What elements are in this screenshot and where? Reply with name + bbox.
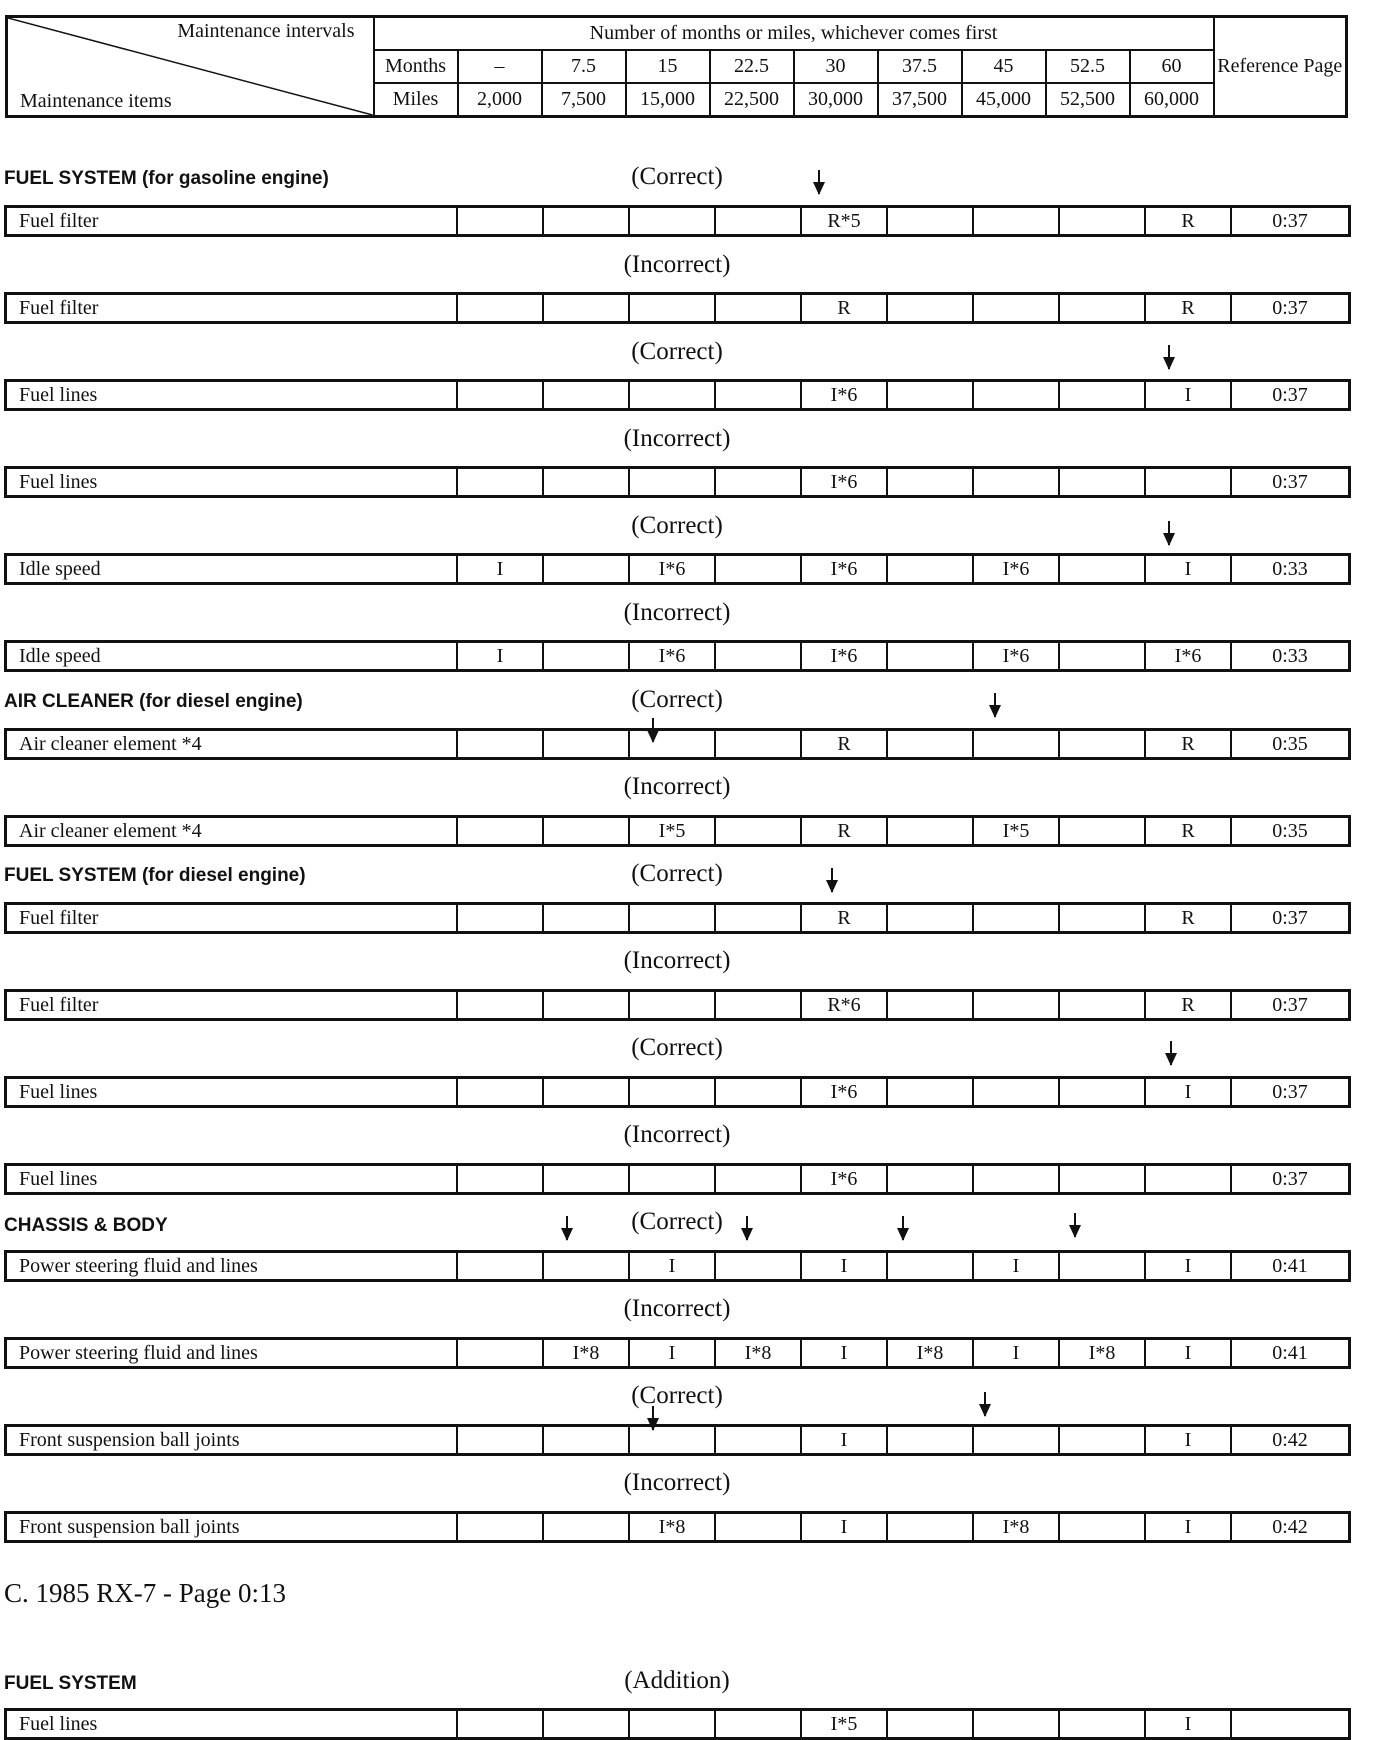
month-cell: 37.5 [878, 50, 962, 83]
interval-cell [1060, 1253, 1146, 1279]
maintenance-item: Fuel lines [7, 1711, 458, 1737]
header-diagonal-cell [7, 17, 374, 117]
interval-cell [630, 992, 716, 1018]
down-arrow-icon [1162, 345, 1176, 371]
incorrect-tag: (Incorrect) [623, 425, 731, 452]
reference-page: 0:41 [1272, 1254, 1308, 1277]
table-row [4, 379, 1351, 411]
interval-cell [888, 1711, 974, 1737]
interval-cell: I [802, 1253, 888, 1279]
table-row [4, 466, 1351, 498]
interval-cell [544, 556, 630, 582]
interval-cell [458, 1166, 544, 1192]
interval-cell [716, 295, 802, 321]
interval-cell [630, 1427, 716, 1453]
interval-header-table [5, 15, 1348, 118]
interval-cell [974, 382, 1060, 408]
interval-cell [974, 208, 1060, 234]
addition-tag: (Addition) [624, 1667, 730, 1694]
table-row [4, 1250, 1351, 1282]
interval-cell: I [1146, 1079, 1232, 1105]
interval-cell [888, 1514, 974, 1540]
interval-cell: I*6 [802, 382, 888, 408]
interval-cell: I*5 [974, 818, 1060, 844]
interval-cell [974, 1166, 1060, 1192]
interval-cell [716, 382, 802, 408]
interval-cell [888, 1079, 974, 1105]
mile-cell: 2,000 [458, 83, 542, 116]
section-fuel-gasoline: FUEL SYSTEM (for gasoline engine) [4, 168, 329, 189]
reference-page: 0:37 [1272, 470, 1308, 493]
interval-cell [716, 469, 802, 495]
table-row [4, 989, 1351, 1021]
interval-cell: R [1146, 731, 1232, 757]
incorrect-tag: (Incorrect) [623, 1295, 731, 1322]
interval-cell [458, 295, 544, 321]
reference-page: 0:37 [1272, 296, 1308, 319]
interval-cell [888, 382, 974, 408]
interval-cell: I [1146, 1427, 1232, 1453]
down-arrow-icon [988, 693, 1002, 719]
interval-cell [544, 818, 630, 844]
correct-tag: (Correct) [631, 1208, 723, 1235]
maintenance-item: Air cleaner element *4 [7, 731, 458, 757]
interval-cell [1060, 208, 1146, 234]
miles-label: Miles [374, 83, 458, 116]
interval-cell [630, 1711, 716, 1737]
interval-cell [458, 208, 544, 234]
interval-cell [716, 1514, 802, 1540]
mile-cell: 60,000 [1130, 83, 1214, 116]
interval-cell [888, 295, 974, 321]
interval-cell [888, 469, 974, 495]
interval-cell [716, 643, 802, 669]
interval-cell [458, 1253, 544, 1279]
maintenance-item: Idle speed [7, 643, 458, 669]
table-row [4, 902, 1351, 934]
interval-cell [716, 1253, 802, 1279]
interval-cell: I*6 [974, 556, 1060, 582]
down-arrow-icon [1162, 521, 1176, 547]
footer-page-title: C. 1985 RX-7 - Page 0:13 [4, 1578, 286, 1608]
interval-cell [1060, 818, 1146, 844]
reference-page: 0:37 [1272, 209, 1308, 232]
interval-cell: R [802, 818, 888, 844]
interval-cell [974, 905, 1060, 931]
month-cell: 60 [1130, 50, 1214, 83]
correct-tag: (Correct) [631, 163, 723, 190]
interval-cell [544, 1166, 630, 1192]
reference-page: 0:37 [1272, 1167, 1308, 1190]
reference-page: 0:33 [1272, 557, 1308, 580]
interval-cell [974, 1711, 1060, 1737]
interval-cell [630, 1166, 716, 1192]
interval-cell [458, 469, 544, 495]
interval-cell [888, 992, 974, 1018]
maintenance-item: Front suspension ball joints [7, 1514, 458, 1540]
interval-cell: I [802, 1427, 888, 1453]
interval-cell [458, 1427, 544, 1453]
interval-cell [1060, 382, 1146, 408]
interval-cell: R*5 [802, 208, 888, 234]
mile-cell: 15,000 [626, 83, 710, 116]
maintenance-item: Fuel lines [7, 1166, 458, 1192]
interval-cell: I [1146, 1711, 1232, 1737]
interval-cell: R [1146, 818, 1232, 844]
interval-cell [630, 295, 716, 321]
mile-cell: 30,000 [794, 83, 878, 116]
month-cell: 30 [794, 50, 878, 83]
interval-cell: R [802, 905, 888, 931]
interval-cell: I*5 [802, 1711, 888, 1737]
interval-cell [458, 1711, 544, 1737]
interval-cell [544, 295, 630, 321]
down-arrow-icon [896, 1216, 910, 1242]
interval-cell [716, 1427, 802, 1453]
reference-page: 0:41 [1272, 1341, 1308, 1364]
interval-cell: I [802, 1514, 888, 1540]
mile-cell: 22,500 [710, 83, 794, 116]
interval-cell [1060, 556, 1146, 582]
interval-cell [544, 469, 630, 495]
month-cell: 22.5 [710, 50, 794, 83]
table-row [4, 1076, 1351, 1108]
interval-cell [544, 382, 630, 408]
interval-cell: I [974, 1340, 1060, 1366]
interval-cell: R [1146, 992, 1232, 1018]
section-fuel-system: FUEL SYSTEM [4, 1673, 137, 1694]
interval-cell [974, 469, 1060, 495]
maintenance-item: Power steering fluid and lines [7, 1340, 458, 1366]
section-chassis-body: CHASSIS & BODY [4, 1215, 168, 1236]
interval-cell [1146, 469, 1232, 495]
reference-page-header: Reference Page [1214, 17, 1347, 117]
interval-cell [716, 1166, 802, 1192]
incorrect-tag: (Incorrect) [623, 1121, 731, 1148]
interval-cell [974, 1079, 1060, 1105]
interval-cell [458, 382, 544, 408]
interval-cell [1060, 295, 1146, 321]
interval-cell: I*8 [716, 1340, 802, 1366]
interval-cell [974, 1427, 1060, 1453]
interval-cell [458, 905, 544, 931]
interval-cell [544, 905, 630, 931]
interval-cell [458, 731, 544, 757]
interval-cell [888, 643, 974, 669]
interval-cell: I*6 [802, 1079, 888, 1105]
reference-page: 0:42 [1272, 1428, 1308, 1451]
incorrect-tag: (Incorrect) [623, 1469, 731, 1496]
maintenance-item: Fuel filter [7, 992, 458, 1018]
interval-cell: I*6 [802, 643, 888, 669]
down-arrow-icon [1068, 1213, 1082, 1239]
down-arrow-icon [646, 718, 660, 744]
table-row [4, 1511, 1351, 1543]
interval-cell: I*6 [1146, 643, 1232, 669]
month-cell: 15 [626, 50, 710, 83]
down-arrow-icon [1164, 1041, 1178, 1067]
interval-cell: R [802, 295, 888, 321]
down-arrow-icon [825, 868, 839, 894]
table-row [4, 205, 1351, 237]
interval-cell [716, 1711, 802, 1737]
interval-cell [458, 1514, 544, 1540]
interval-cell: R [1146, 905, 1232, 931]
interval-cell [716, 818, 802, 844]
interval-cell [888, 208, 974, 234]
reference-page [1232, 1711, 1348, 1737]
correct-tag: (Correct) [631, 860, 723, 887]
interval-cell: I*8 [974, 1514, 1060, 1540]
interval-cell [630, 731, 716, 757]
interval-cell: R [1146, 208, 1232, 234]
mile-cell: 37,500 [878, 83, 962, 116]
interval-cell [1060, 643, 1146, 669]
table-row [4, 728, 1351, 760]
interval-cell: I*6 [802, 1166, 888, 1192]
interval-cell [458, 1079, 544, 1105]
interval-cell: R [1146, 295, 1232, 321]
interval-cell: I*8 [544, 1340, 630, 1366]
interval-cell [974, 992, 1060, 1018]
interval-cell: I [458, 556, 544, 582]
down-arrow-icon [978, 1392, 992, 1418]
interval-cell [974, 731, 1060, 757]
incorrect-tag: (Incorrect) [623, 947, 731, 974]
maintenance-item: Front suspension ball joints [7, 1427, 458, 1453]
interval-cell: I*6 [802, 469, 888, 495]
reference-page: 0:37 [1272, 383, 1308, 406]
interval-cell [888, 731, 974, 757]
down-arrow-icon [560, 1216, 574, 1242]
interval-cell: I*6 [630, 643, 716, 669]
interval-cell [716, 556, 802, 582]
table-row [4, 1708, 1351, 1740]
interval-cell [716, 992, 802, 1018]
mile-cell: 45,000 [962, 83, 1046, 116]
correct-tag: (Correct) [631, 1382, 723, 1409]
interval-cell [888, 1427, 974, 1453]
reference-page: 0:42 [1272, 1515, 1308, 1538]
interval-cell: I [1146, 382, 1232, 408]
interval-cell [1060, 1514, 1146, 1540]
interval-cell [1060, 905, 1146, 931]
month-cell: 45 [962, 50, 1046, 83]
interval-cell [458, 818, 544, 844]
interval-cell [630, 905, 716, 931]
maintenance-item: Air cleaner element *4 [7, 818, 458, 844]
interval-cell [544, 208, 630, 234]
reference-page: 0:37 [1272, 993, 1308, 1016]
table-row [4, 1337, 1351, 1369]
table-row [4, 1163, 1351, 1195]
interval-cell [888, 1166, 974, 1192]
maintenance-item: Idle speed [7, 556, 458, 582]
incorrect-tag: (Incorrect) [623, 599, 731, 626]
interval-cell [544, 1514, 630, 1540]
maintenance-item: Fuel filter [7, 208, 458, 234]
reference-page: 0:35 [1272, 732, 1308, 755]
down-arrow-icon [812, 170, 826, 196]
table-row [4, 640, 1351, 672]
interval-cell [1060, 1166, 1146, 1192]
month-cell: 7.5 [542, 50, 626, 83]
interval-cell [544, 1711, 630, 1737]
interval-cell: I*6 [630, 556, 716, 582]
mile-cell: 7,500 [542, 83, 626, 116]
interval-cell [544, 1079, 630, 1105]
maintenance-items-label: Maintenance items [20, 90, 172, 112]
month-cell: 52.5 [1046, 50, 1130, 83]
interval-cell [1060, 1079, 1146, 1105]
interval-cell: I*6 [974, 643, 1060, 669]
interval-cell [888, 556, 974, 582]
maintenance-item: Fuel filter [7, 295, 458, 321]
section-fuel-diesel: FUEL SYSTEM (for diesel engine) [4, 865, 306, 886]
interval-cell [974, 295, 1060, 321]
interval-cell [1060, 1711, 1146, 1737]
interval-cell [544, 643, 630, 669]
interval-cell [716, 731, 802, 757]
interval-cell [630, 208, 716, 234]
correct-tag: (Correct) [631, 686, 723, 713]
table-row [4, 1424, 1351, 1456]
maintenance-item: Power steering fluid and lines [7, 1253, 458, 1279]
section-air-cleaner-diesel: AIR CLEANER (for diesel engine) [4, 691, 303, 712]
interval-cell [716, 1079, 802, 1105]
interval-cell: I [1146, 1514, 1232, 1540]
incorrect-tag: (Incorrect) [623, 773, 731, 800]
interval-cell: I*5 [630, 818, 716, 844]
interval-cell: I [1146, 1340, 1232, 1366]
maintenance-intervals-label: Maintenance intervals [177, 20, 355, 42]
interval-cell: I*8 [1060, 1340, 1146, 1366]
table-row [4, 815, 1351, 847]
interval-cell: I [974, 1253, 1060, 1279]
correct-tag: (Correct) [631, 1034, 723, 1061]
down-arrow-icon [646, 1406, 660, 1432]
interval-cell [544, 1253, 630, 1279]
interval-cell: I [630, 1253, 716, 1279]
correct-tag: (Correct) [631, 338, 723, 365]
down-arrow-icon [740, 1216, 754, 1242]
interval-cell [1060, 731, 1146, 757]
interval-cell [1146, 1166, 1232, 1192]
months-label: Months [374, 50, 458, 83]
incorrect-tag: (Incorrect) [623, 251, 731, 278]
month-cell: – [458, 50, 542, 83]
reference-page: 0:33 [1272, 644, 1308, 667]
interval-cell [544, 1427, 630, 1453]
mile-cell: 52,500 [1046, 83, 1130, 116]
interval-cell [1060, 1427, 1146, 1453]
interval-cell [458, 1340, 544, 1366]
maintenance-item: Fuel lines [7, 382, 458, 408]
correct-tag: (Correct) [631, 512, 723, 539]
interval-cell [1060, 992, 1146, 1018]
interval-cell [630, 1079, 716, 1105]
interval-cell: R*6 [802, 992, 888, 1018]
interval-cell: I [1146, 1253, 1232, 1279]
interval-cell [544, 992, 630, 1018]
interval-cell [888, 1253, 974, 1279]
interval-cell: R [802, 731, 888, 757]
interval-cell: I [458, 643, 544, 669]
reference-page: 0:35 [1272, 819, 1308, 842]
interval-cell: I [1146, 556, 1232, 582]
table-row [4, 292, 1351, 324]
interval-cell [888, 818, 974, 844]
interval-group-title: Number of months or miles, whichever comes first [374, 17, 1214, 50]
interval-cell: I*8 [888, 1340, 974, 1366]
maintenance-item: Fuel lines [7, 469, 458, 495]
interval-cell [888, 905, 974, 931]
interval-cell [544, 731, 630, 757]
interval-cell: I*8 [630, 1514, 716, 1540]
interval-cell [716, 905, 802, 931]
interval-cell: I [630, 1340, 716, 1366]
interval-cell [630, 382, 716, 408]
interval-cell [716, 208, 802, 234]
interval-cell: I [802, 1340, 888, 1366]
maintenance-item: Fuel lines [7, 1079, 458, 1105]
interval-cell: I*6 [802, 556, 888, 582]
interval-cell [630, 469, 716, 495]
reference-page: 0:37 [1272, 906, 1308, 929]
table-row [4, 553, 1351, 585]
maintenance-item: Fuel filter [7, 905, 458, 931]
interval-cell [458, 992, 544, 1018]
reference-page: 0:37 [1272, 1080, 1308, 1103]
interval-cell [1060, 469, 1146, 495]
